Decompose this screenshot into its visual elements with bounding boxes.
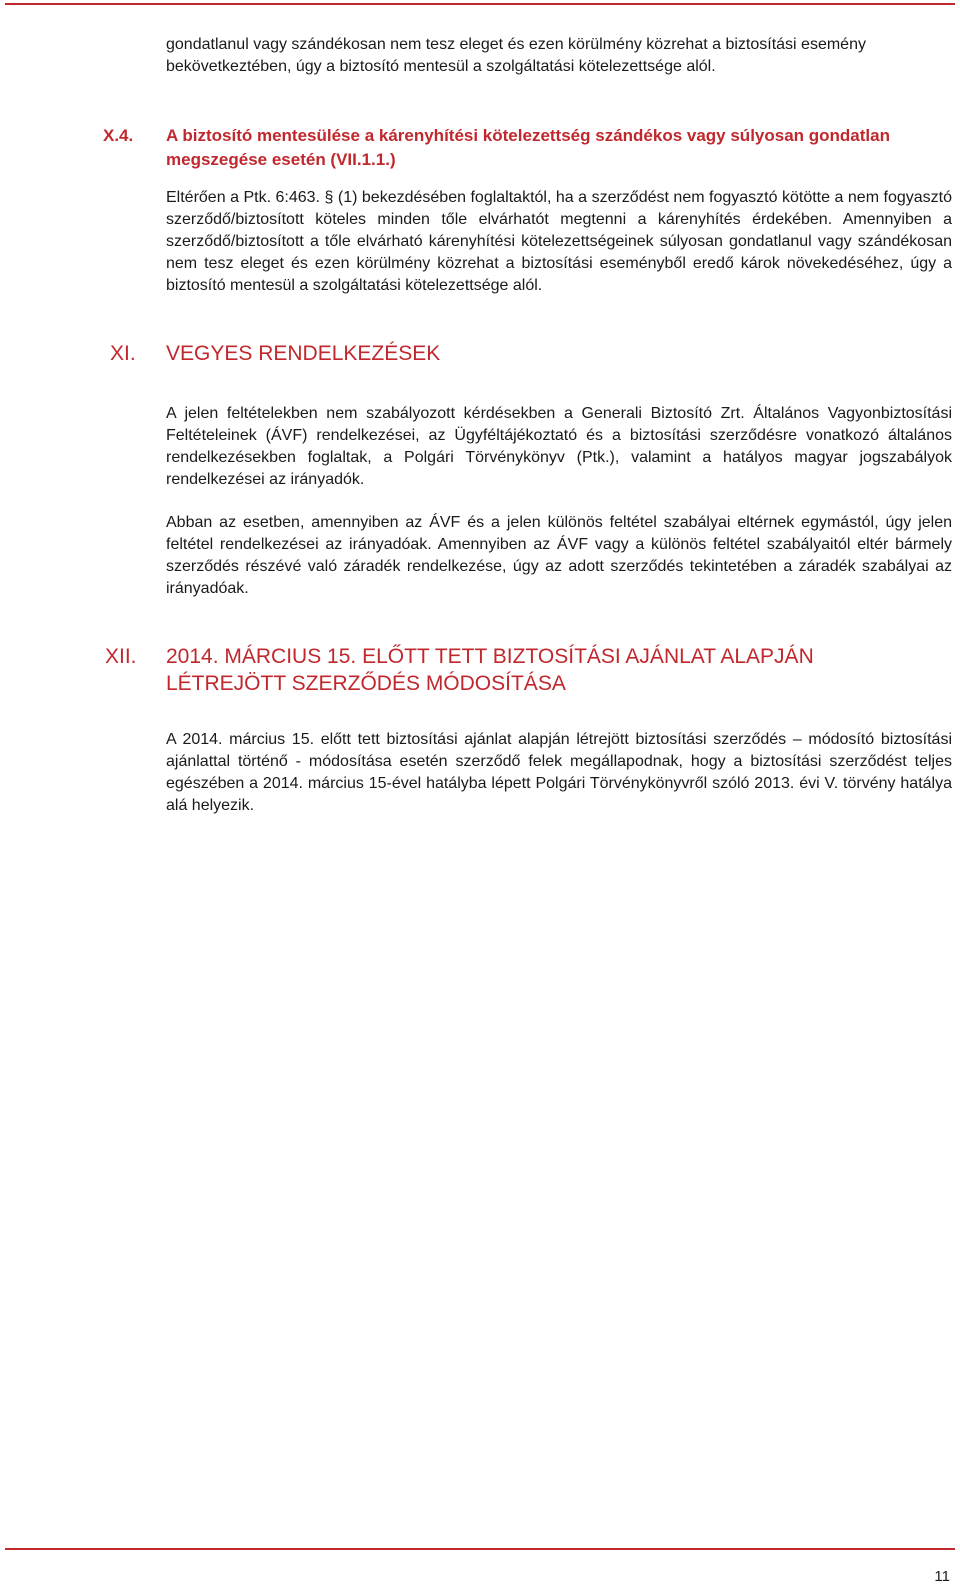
section-x4-paragraph: Eltérően a Ptk. 6:463. § (1) bekezdésében foglaltaktól, ha a szerződést nem fogyasztó kötötte a nem fogyasztó szerződő/biztosított köteles minden tőle elvárhatót megtenni a kárenyhítés érdekében. Amennyiben a szerződő/biztosított a tőle elvárható kárenyhítési kötelezettségeinek súlyosan gondatlanul vagy szándékosan nem tesz eleget és ezen körülmény közrehat a biztosítási eseményből eredő károk növekedéséhez, úgy a biztosító mentesül a szolgáltatási kötelezettsége alól.	[166, 189, 952, 294]
section-x4-title: A biztosító mentesülése a kárenyhítési kötelezettség szándékos vagy súlyosan gondatlan megszegése esetén (VII.1.1.)	[166, 126, 890, 169]
section-x4-number: X.4.	[103, 126, 134, 145]
top-rule	[5, 3, 955, 5]
page-number: 11	[934, 1568, 950, 1585]
section-xi-title: VEGYES RENDELKEZÉSEK	[166, 342, 441, 365]
section-xii-number: XII.	[105, 645, 137, 668]
section-xii-paragraph: A 2014. március 15. előtt tett biztosítási ajánlat alapján létrejött biztosítási szerződés – módosító biztosítási ajánlattal történő - módosítása esetén szerződő felek megállapodnak, hogy a biztosítási szerződést teljes egészében a 2014. március 15-ével hatályba lépett Polgári Törvénykönyvről szóló 2013. évi V. törvény hatálya alá helyezik.	[166, 731, 952, 814]
section-xii-title: 2014. MÁRCIUS 15. ELŐTT TETT BIZTOSÍTÁSI AJÁNLAT ALAPJÁN LÉTREJÖTT SZERZŐDÉS MÓDOSÍTÁSA	[166, 645, 814, 695]
bottom-rule	[5, 1548, 955, 1550]
section-xi-paragraph-1: A jelen feltételekben nem szabályozott kérdésekben a Generali Biztosító Zrt. Általános Vagyonbiztosítási Feltételeinek (ÁVF) rendelkezései, az Ügyféltájékoztató és a biztosítási szerződésre vonatkozó általános rendelkezésekben foglaltak, a Polgári Törvénykönyv (Ptk.), valamint a hatályos magyar jogszabályok rendelkezései az irányadók.	[166, 405, 952, 488]
section-xi-paragraph-2: Abban az esetben, amennyiben az ÁVF és a jelen különös feltétel szabályai eltérnek egymástól, úgy jelen feltétel rendelkezései az irányadóak. Amennyiben az ÁVF vagy a különös feltétel szabályaitól eltér bármely szerződés részévé való záradék rendelkezése, úgy az adott szerződés tekintetében a záradék szabályai az irányadóak.	[166, 514, 952, 597]
intro-paragraph: gondatlanul vagy szándékosan nem tesz eleget és ezen körülmény közrehat a biztosítási esemény bekövetkeztében, úgy a biztosító mentesül a szolgáltatási kötelezettsége alól.	[166, 36, 866, 75]
section-xi-number: XI.	[110, 342, 136, 365]
